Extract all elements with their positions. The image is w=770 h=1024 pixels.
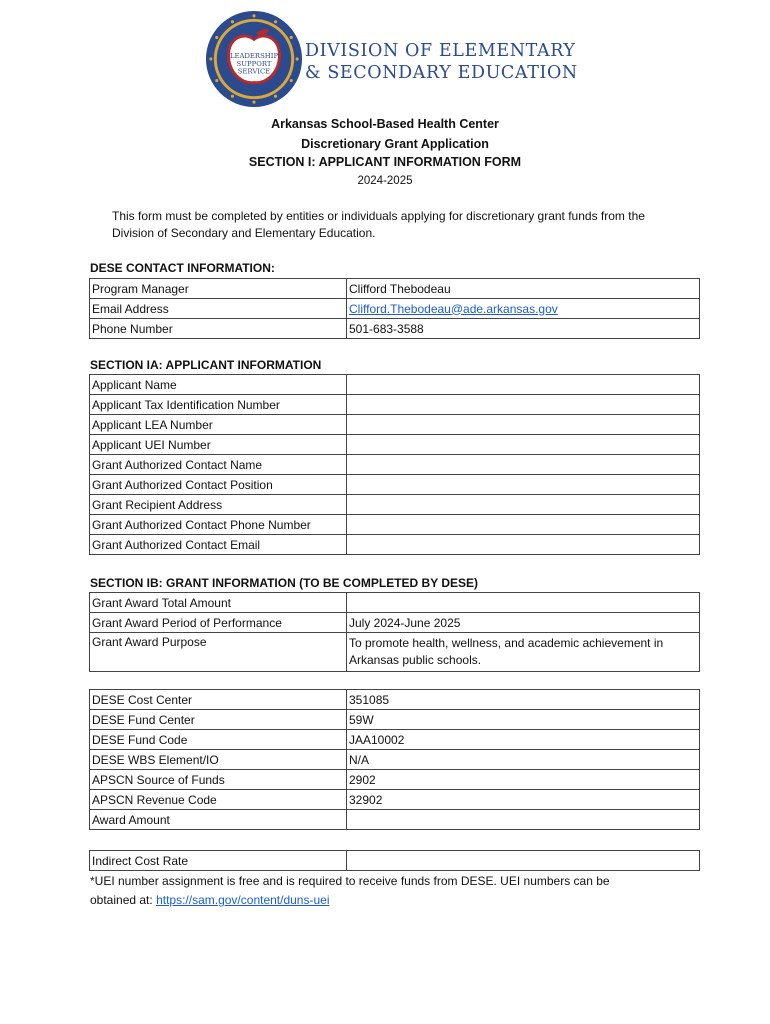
- table-row: [90, 851, 700, 871]
- applicant-label: Applicant LEA Number: [90, 415, 347, 435]
- table-row: [90, 495, 700, 515]
- table-row: [90, 770, 700, 790]
- table-row: [90, 415, 700, 435]
- contact-label: Phone Number: [90, 319, 347, 339]
- funding-label: APSCN Source of Funds: [90, 770, 347, 790]
- applicant-label: Grant Authorized Contact Position: [90, 475, 347, 495]
- funding-value: 351085: [347, 690, 700, 710]
- org-line-1: DIVISION OF ELEMENTARY: [305, 41, 576, 61]
- intro-text: This form must be completed by entities or individuals applying for discretionary grant funds from the Division of Secondary and Elementary Education.: [112, 209, 645, 240]
- table-row: [90, 690, 700, 710]
- funding-table: [89, 689, 700, 830]
- title-line-3: SECTION I: APPLICANT INFORMATION FORM: [248, 155, 522, 169]
- funding-value: JAA10002: [347, 730, 700, 750]
- applicant-label: Applicant UEI Number: [90, 435, 347, 455]
- grant-label: Grant Award Purpose: [90, 633, 347, 672]
- table-row: [90, 395, 700, 415]
- funding-label: DESE Fund Code: [90, 730, 347, 750]
- grant-value: [347, 593, 700, 613]
- grant-value: To promote health, wellness, and academic achievement in Arkansas public schools.: [347, 633, 700, 672]
- applicant-value-cell[interactable]: [347, 375, 700, 395]
- contact-value: Clifford Thebodeau: [347, 279, 700, 299]
- grant-label: Grant Award Period of Performance: [90, 613, 347, 633]
- funding-value: N/A: [347, 750, 700, 770]
- applicant-label: Applicant Tax Identification Number: [90, 395, 347, 415]
- table-row: [90, 279, 700, 299]
- funding-label: DESE WBS Element/IO: [90, 750, 347, 770]
- table-row: [90, 810, 700, 830]
- table-row: [90, 613, 700, 633]
- funding-label: Award Amount: [90, 810, 347, 830]
- indirect-value: [347, 851, 700, 871]
- applicant-label: Applicant Name: [90, 375, 347, 395]
- svg-text:SERVICE: SERVICE: [237, 67, 271, 76]
- table-row: [90, 435, 700, 455]
- svg-text:SUPPORT: SUPPORT: [236, 59, 272, 68]
- table-row: [90, 455, 700, 475]
- applicant-value-cell[interactable]: [347, 535, 700, 555]
- table-row: [90, 593, 700, 613]
- contact-label: Email Address: [90, 299, 347, 319]
- table-row: [90, 375, 700, 395]
- applicant-label: Grant Recipient Address: [90, 495, 347, 515]
- table-row: [90, 319, 700, 339]
- applicant-label: Grant Authorized Contact Phone Number: [90, 515, 347, 535]
- table-row: [90, 710, 700, 730]
- grant-table: [89, 592, 700, 672]
- email-link[interactable]: Clifford.Thebodeau@ade.arkansas.gov: [349, 301, 558, 316]
- title-line-1: Arkansas School-Based Health Center: [271, 117, 499, 131]
- sam-gov-link[interactable]: https://sam.gov/content/duns-uei: [156, 893, 330, 907]
- contact-table: [89, 278, 700, 339]
- applicant-value-cell[interactable]: [347, 415, 700, 435]
- table-row: [90, 790, 700, 810]
- contact-value: 501-683-3588: [347, 319, 700, 339]
- contact-label: Program Manager: [90, 279, 347, 299]
- indirect-table: [89, 850, 700, 871]
- title-line-2: Discretionary Grant Application: [301, 137, 489, 151]
- applicant-value-cell[interactable]: [347, 395, 700, 415]
- funding-label: DESE Fund Center: [90, 710, 347, 730]
- svg-text:LEADERSHIP: LEADERSHIP: [229, 52, 279, 61]
- apple-seal-icon: [205, 10, 303, 108]
- funding-label: APSCN Revenue Code: [90, 790, 347, 810]
- funding-value: 32902: [347, 790, 700, 810]
- table-row: [90, 299, 700, 319]
- applicant-value-cell[interactable]: [347, 495, 700, 515]
- applicant-value-cell[interactable]: [347, 455, 700, 475]
- table-row: [90, 633, 700, 672]
- grant-value: July 2024-June 2025: [347, 613, 700, 633]
- contact-heading: DESE CONTACT INFORMATION:: [90, 261, 275, 275]
- header-logo: [205, 10, 585, 110]
- table-row: [90, 535, 700, 555]
- applicant-value-cell[interactable]: [347, 435, 700, 455]
- title-year: 2024-2025: [357, 175, 413, 187]
- indirect-label: Indirect Cost Rate: [90, 851, 347, 871]
- applicant-value-cell[interactable]: [347, 515, 700, 535]
- funding-value: [347, 810, 700, 830]
- table-row: [90, 515, 700, 535]
- grant-label: Grant Award Total Amount: [90, 593, 347, 613]
- applicant-table: [89, 374, 700, 555]
- table-row: [90, 475, 700, 495]
- section-ib-heading: SECTION IB: GRANT INFORMATION (TO BE COMPLETED BY DESE): [90, 576, 479, 590]
- funding-value: 2902: [347, 770, 700, 790]
- applicant-label: Grant Authorized Contact Name: [90, 455, 347, 475]
- section-ia-heading: SECTION IA: APPLICANT INFORMATION: [90, 358, 322, 372]
- table-row: [90, 750, 700, 770]
- funding-label: DESE Cost Center: [90, 690, 347, 710]
- org-line-2: & SECONDARY EDUCATION: [305, 63, 578, 83]
- table-row: [90, 730, 700, 750]
- applicant-value-cell[interactable]: [347, 475, 700, 495]
- footnote: [90, 872, 650, 910]
- applicant-label: Grant Authorized Contact Email: [90, 535, 347, 555]
- footnote-text: *UEI number assignment is free and is required to receive funds from DESE. UEI numbers can be obtained at:: [90, 874, 610, 907]
- org-name: [305, 40, 578, 84]
- funding-value: 59W: [347, 710, 700, 730]
